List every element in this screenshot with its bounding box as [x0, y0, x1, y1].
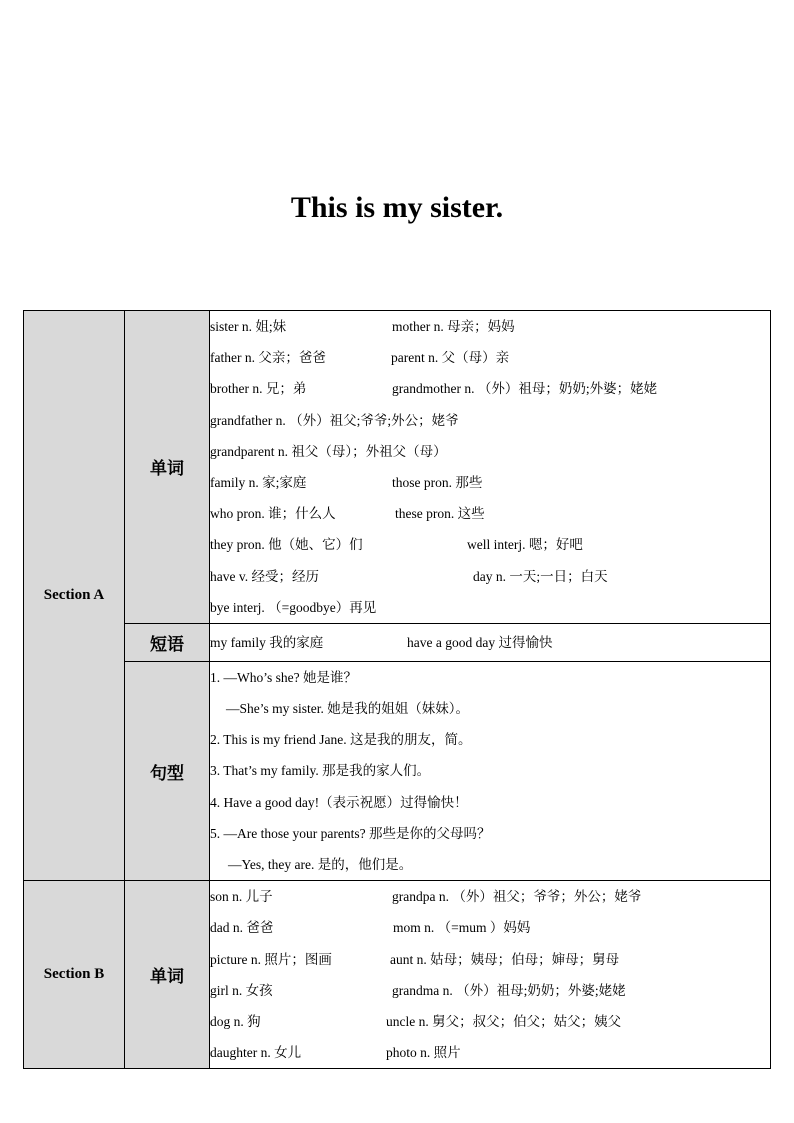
word-entry: aunt n. 姑母；姨母；伯母；婶母；舅母: [390, 951, 620, 967]
word-entry: mom n. （=mum ）妈妈: [393, 920, 531, 936]
word-entry: daughter n. 女儿: [210, 1045, 302, 1061]
word-entry: these pron. 这些: [395, 506, 485, 522]
word-entry: grandfather n. （外）祖父;爷爷;外公；姥爷: [210, 412, 459, 428]
sentence-line: 2. This is my friend Jane. 这是我的朋友，简。: [210, 732, 472, 748]
word-entry: parent n. 父（母）亲: [391, 350, 510, 366]
word-entry: grandmother n. （外）祖母；奶奶;外婆；姥姥: [392, 381, 658, 397]
section-a-phrases-row: [24, 623, 771, 661]
word-line: [210, 1006, 770, 1037]
section-a-phrases-label: 短语: [125, 623, 210, 661]
word-entry: bye interj. （=goodbye）再见: [210, 599, 377, 615]
word-line: [210, 311, 770, 342]
word-line: [210, 405, 770, 436]
word-entry: mother n. 母亲；妈妈: [392, 319, 515, 334]
section-a-label: Section A: [24, 311, 125, 881]
word-entry: who pron. 谁；什么人: [210, 506, 336, 522]
word-line: [210, 467, 770, 498]
word-line: [210, 342, 770, 373]
word-entry: photo n. 照片: [386, 1045, 461, 1061]
sentence-line: —She’s my sister. 她是我的姐姐（妹妹）。: [226, 701, 470, 717]
word-entry: brother n. 兄；弟: [210, 381, 307, 397]
word-entry: son n. 儿子: [210, 889, 273, 905]
word-line: [210, 529, 770, 560]
phrase-entry: have a good day 过得愉快: [407, 634, 553, 650]
word-entry: day n. 一天;一日；白天: [473, 568, 608, 584]
word-entry: sister n. 姐;妹: [210, 319, 287, 334]
word-entry: picture n. 照片；图画: [210, 951, 332, 967]
sentence-line: 5. —Are those your parents? 那些是你的父母吗？: [210, 825, 491, 841]
word-line: [210, 436, 770, 467]
word-entry: well interj. 嗯；好吧: [467, 537, 583, 553]
word-entry: grandma n. （外）祖母;奶奶；外婆;姥姥: [392, 982, 626, 998]
word-entry: family n. 家;家庭: [210, 474, 307, 490]
sentence-line: 1. —Who’s she? 她是谁？: [210, 669, 357, 685]
page-title: This is my sister.: [290, 191, 504, 224]
word-line: [210, 498, 770, 529]
word-line: [210, 975, 770, 1006]
word-entry: uncle n. 舅父；叔父；伯父；姑父；姨父: [386, 1013, 622, 1029]
word-line: [210, 1037, 770, 1068]
section-a-words-content: [210, 311, 771, 624]
phrase-entry: my family 我的家庭: [210, 634, 324, 650]
word-line: [210, 912, 770, 943]
phrase-line: [210, 624, 770, 661]
word-entry: grandparent n. 祖父（母）；外祖父（母）: [210, 443, 447, 459]
sentence-line: 4. Have a good day!（表示祝愿）过得愉快！: [210, 794, 468, 810]
word-entry: they pron. 他（她、它）们: [210, 537, 363, 553]
section-a-words-row: [24, 311, 771, 624]
vocabulary-table: [23, 310, 771, 1069]
word-entry: dad n. 爸爸: [210, 920, 274, 936]
section-b-words-content: [210, 881, 771, 1069]
section-a-sentences-label: 句型: [125, 661, 210, 880]
word-entry: father n. 父亲；爸爸: [210, 350, 326, 366]
word-entry: grandpa n. （外）祖父；爷爷；外公；姥爷: [392, 889, 642, 905]
section-b-words-label: 单词: [125, 881, 210, 1069]
sentence-line: —Yes, they are. 是的，他们是。: [228, 857, 413, 872]
word-line: [210, 592, 770, 623]
section-b-label: Section B: [24, 881, 125, 1069]
section-b-words-row: [24, 881, 771, 1069]
word-entry: have v. 经受；经历: [210, 568, 319, 584]
sentence-line: 3. That’s my family. 那是我的家人们。: [210, 763, 431, 779]
word-line: [210, 373, 770, 404]
section-a-words-label: 单词: [125, 311, 210, 624]
word-line: [210, 561, 770, 592]
word-entry: those pron. 那些: [392, 474, 483, 490]
word-line: [210, 881, 770, 912]
word-line: [210, 944, 770, 975]
word-entry: girl n. 女孩: [210, 982, 273, 998]
word-entry: dog n. 狗: [210, 1013, 261, 1029]
section-a-sentences-content: [210, 661, 771, 880]
section-a-sentences-row: [24, 661, 771, 880]
section-a-phrases-content: [210, 623, 771, 661]
